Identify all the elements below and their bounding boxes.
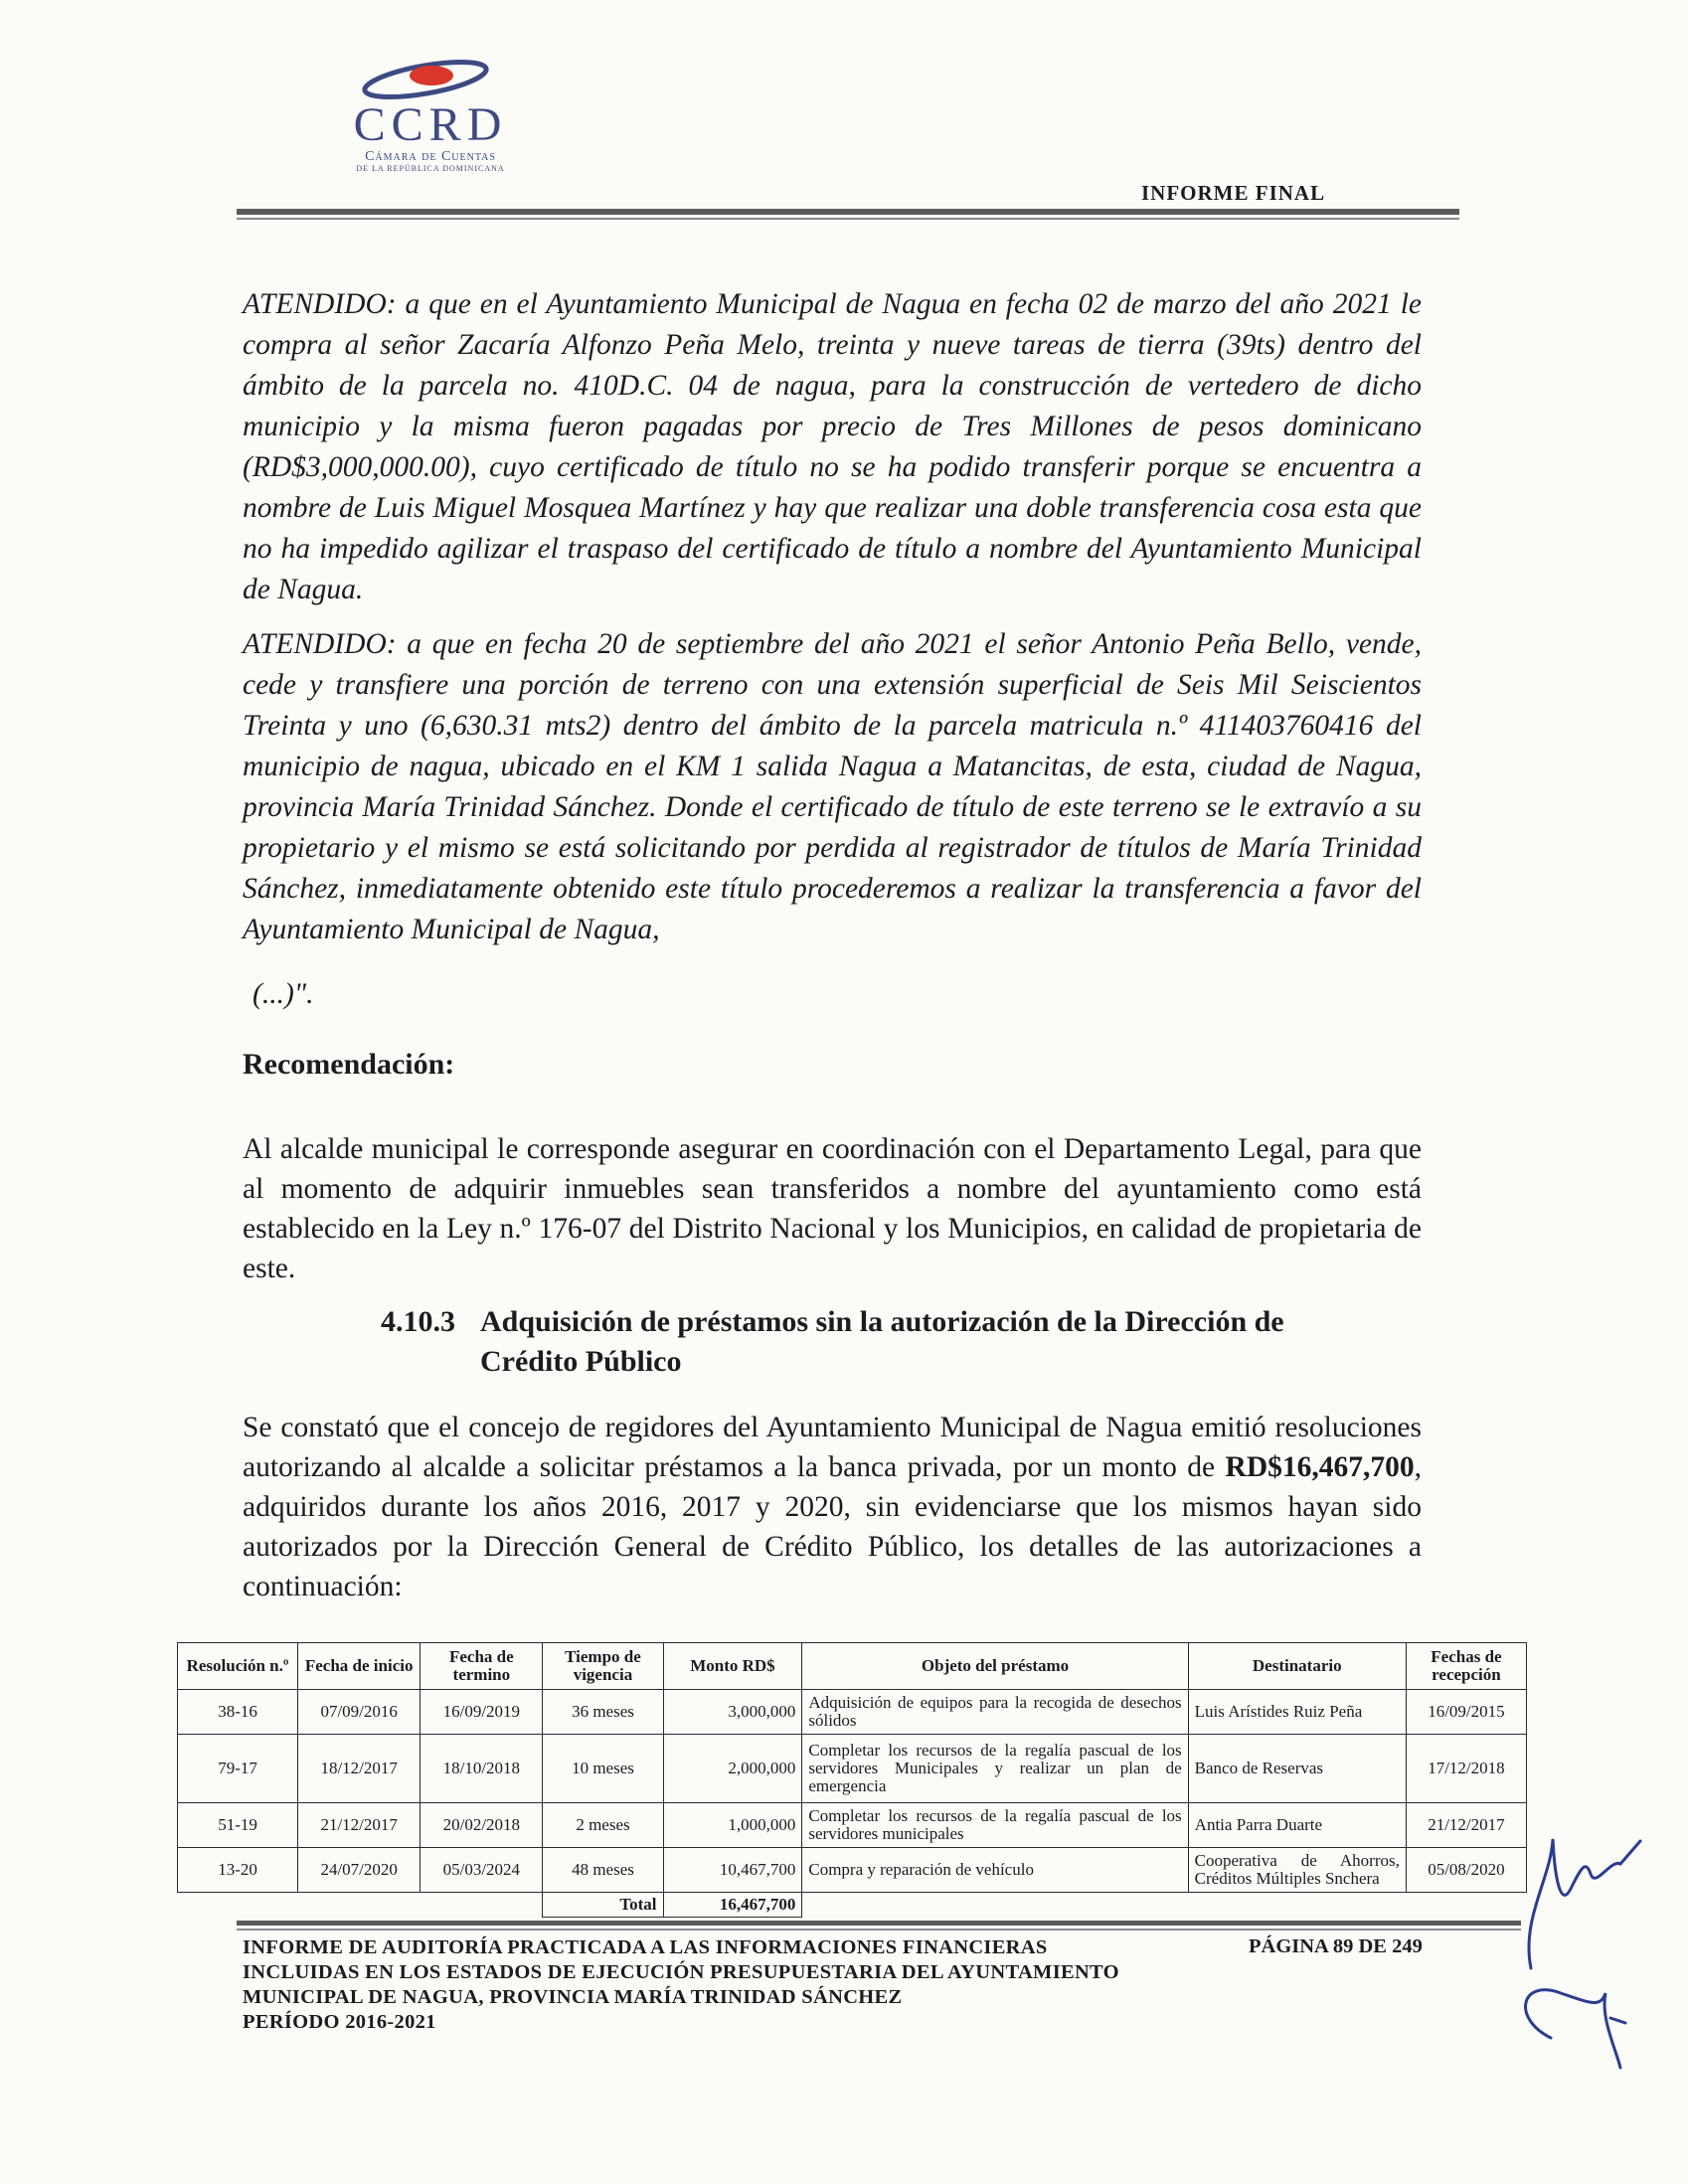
footer-line: INFORME DE AUDITORÍA PRACTICADA A LAS INFORMACIONES FINANCIERAS (243, 1936, 1048, 1958)
table-cell: 10 meses (543, 1735, 663, 1803)
intro-part1: Se constató que el concejo de regidores del Ayuntamiento Municipal de Nagua emitió resoluciones autorizando al alcalde a solicitar préstamos a la banca privada, por un monto de (243, 1412, 1422, 1483)
table-header: Destinatario (1188, 1643, 1406, 1690)
header-rule-thin (237, 218, 1459, 220)
table-row (178, 1848, 1527, 1893)
table-cell: 21/12/2017 (1406, 1803, 1526, 1848)
header-label: INFORME FINAL (1141, 181, 1326, 205)
table-cell: 38-16 (178, 1690, 298, 1735)
footer-rule-thin (237, 1929, 1521, 1931)
atendido-paragraph-1: ATENDIDO: a que en el Ayuntamiento Municipal de Nagua en fecha 02 de marzo del año 2021 le compra al señor Zacaría Alfonzo Peña Melo, treinta y nueve tareas de tierra (39ts) dentro del ámbito de la parcela no. 410D.C. 04 de nagua, para la construcción de vertedero de dicho municipio y la misma fueron pagadas por precio de Tres Millones de pesos dominicano (RD$3,000,000.00), cuyo certificado de título no se ha podido transferir porque se encuentra a nombre de Luis Miguel Mosquea Martínez y hay que realizar una doble transferencia cosa esta que no ha impedido agilizar el traspaso del certificado de título a nombre del Ayuntamiento Municipal de Nagua. (243, 288, 1422, 605)
atendido-paragraph-2: ATENDIDO: a que en fecha 20 de septiembre del año 2021 el señor Antonio Peña Bello, vende, cede y transfiere una porción de terreno con una extensión superficial de Seis Mil Seiscientos Treinta y uno (6,630.31 mts2) dentro del ámbito de la parcela matricula n.º 411403760416 del municipio de nagua, ubicado en el KM 1 salida Nagua a Matancitas, de esta, ciudad de Nagua, provincia María Trinidad Sánchez. Donde el certificado de título de este terreno se le extravío a su propietario y el mismo se está solicitando por perdida al registrador de títulos de María Trinidad Sánchez, inmediatamente obtenido este título procederemos a realizar la transferencia a favor del Ayuntamiento Municipal de Nagua, (243, 628, 1422, 945)
table-header: Monto RD$ (663, 1643, 802, 1690)
recomendacion-paragraph: Al alcalde municipal le corresponde asegurar en coordinación con el Departamento Legal, para que al momento de adquirir inmuebles sean transferidos a nombre del ayuntamiento como está establecido en la Ley n.º 176-07 del Distrito Nacional y los Municipios, en calidad de propietaria de este. (243, 1133, 1422, 1284)
page-number: PÁGINA 89 DE 249 (1249, 1935, 1423, 1957)
table-header: Fecha de termino (421, 1643, 543, 1690)
section-number: 4.10.3 (381, 1305, 455, 1338)
table-cell: Completar los recursos de la regalía pascual de los servidores municipales (802, 1803, 1188, 1848)
table-cell: 16/09/2015 (1406, 1690, 1526, 1735)
table-cell: 36 meses (543, 1690, 663, 1735)
section-title-cont: Crédito Público (480, 1345, 682, 1378)
table-cell: 2,000,000 (663, 1735, 802, 1803)
footer-line: INCLUIDAS EN LOS ESTADOS DE EJECUCIÓN PRESUPUESTARIA DEL AYUNTAMIENTO (243, 1961, 1119, 1983)
table-cell: 10,467,700 (663, 1848, 802, 1893)
intro-paragraph (243, 1408, 1422, 1606)
table-cell: Compra y reparación de vehículo (802, 1848, 1188, 1893)
table-cell: Luis Arístides Ruiz Peña (1188, 1690, 1406, 1735)
quote-ellipsis: (...)". (253, 978, 314, 1010)
table-cell: 20/02/2018 (421, 1803, 543, 1848)
recomendacion-heading: Recomendación: (243, 1048, 455, 1081)
table-cell: Banco de Reservas (1188, 1735, 1406, 1803)
table-cell: 51-19 (178, 1803, 298, 1848)
table-cell: 2 meses (543, 1803, 663, 1848)
table-header: Resolución n.º (178, 1643, 298, 1690)
handwritten-signature-icon (1491, 1819, 1660, 2078)
logo-acronym: CCRD (353, 98, 508, 151)
table-spacer (802, 1893, 1527, 1918)
total-label: Total (543, 1893, 663, 1918)
loans-table (177, 1642, 1527, 1918)
table-cell: Adquisición de equipos para la recogida de desechos sólidos (802, 1690, 1188, 1735)
table-cell: 05/08/2020 (1406, 1848, 1526, 1893)
table-cell: Antia Parra Duarte (1188, 1803, 1406, 1848)
table-cell: 24/07/2020 (298, 1848, 421, 1893)
table-cell: 17/12/2018 (1406, 1735, 1526, 1803)
footer-text (243, 1935, 1237, 2035)
section-title: Adquisición de préstamos sin la autorización de la Dirección de (480, 1305, 1284, 1338)
table-header: Fechas de recepción (1406, 1643, 1526, 1690)
table-row (178, 1690, 1527, 1735)
table-cell: 05/03/2024 (421, 1848, 543, 1893)
footer-line: PERÍODO 2016-2021 (243, 2011, 436, 2033)
table-header: Objeto del préstamo (802, 1643, 1188, 1690)
table-cell: 16/09/2019 (421, 1690, 543, 1735)
footer-rule (237, 1921, 1521, 1926)
table-row (178, 1735, 1527, 1803)
logo-line2: DE LA REPÚBLICA DOMINICANA (356, 164, 505, 173)
table-cell: 18/12/2017 (298, 1735, 421, 1803)
footer-line: MUNICIPAL DE NAGUA, PROVINCIA MARÍA TRINIDAD SÁNCHEZ (243, 1986, 903, 2008)
section-heading (381, 1302, 1427, 1382)
table-header-row (178, 1643, 1527, 1690)
intro-part2: , adquiridos durante los años 2016, 2017 y 2020, sin evidenciarse que los mismos hayan sido autorizados por la Dirección General de Crédito Público, los detalles de las autorizaciones a continuación: (243, 1451, 1422, 1602)
table-cell: 21/12/2017 (298, 1803, 421, 1848)
table-cell: 48 meses (543, 1848, 663, 1893)
logo-line1: Cámara de Cuentas (365, 149, 496, 164)
table-cell: 13-20 (178, 1848, 298, 1893)
table-cell: 1,000,000 (663, 1803, 802, 1848)
table-total-row (178, 1893, 1527, 1918)
table-cell: 18/10/2018 (421, 1735, 543, 1803)
total-value: 16,467,700 (663, 1893, 802, 1918)
table-cell: 79-17 (178, 1735, 298, 1803)
table-cell: Cooperativa de Ahorros, Créditos Múltiples Snchera (1188, 1848, 1406, 1893)
table-header: Fecha de inicio (298, 1643, 421, 1690)
table-header: Tiempo de vigencia (543, 1643, 663, 1690)
intro-amount: RD$16,467,700 (1225, 1451, 1415, 1483)
ccrd-logo (316, 52, 545, 171)
table-cell: 3,000,000 (663, 1690, 802, 1735)
header-rule (237, 209, 1459, 215)
table-spacer (178, 1893, 543, 1918)
table-cell: 07/09/2016 (298, 1690, 421, 1735)
table-cell: Completar los recursos de la regalía pascual de los servidores Municipales y realizar un plan de emergencia (802, 1735, 1188, 1803)
table-row (178, 1803, 1527, 1848)
